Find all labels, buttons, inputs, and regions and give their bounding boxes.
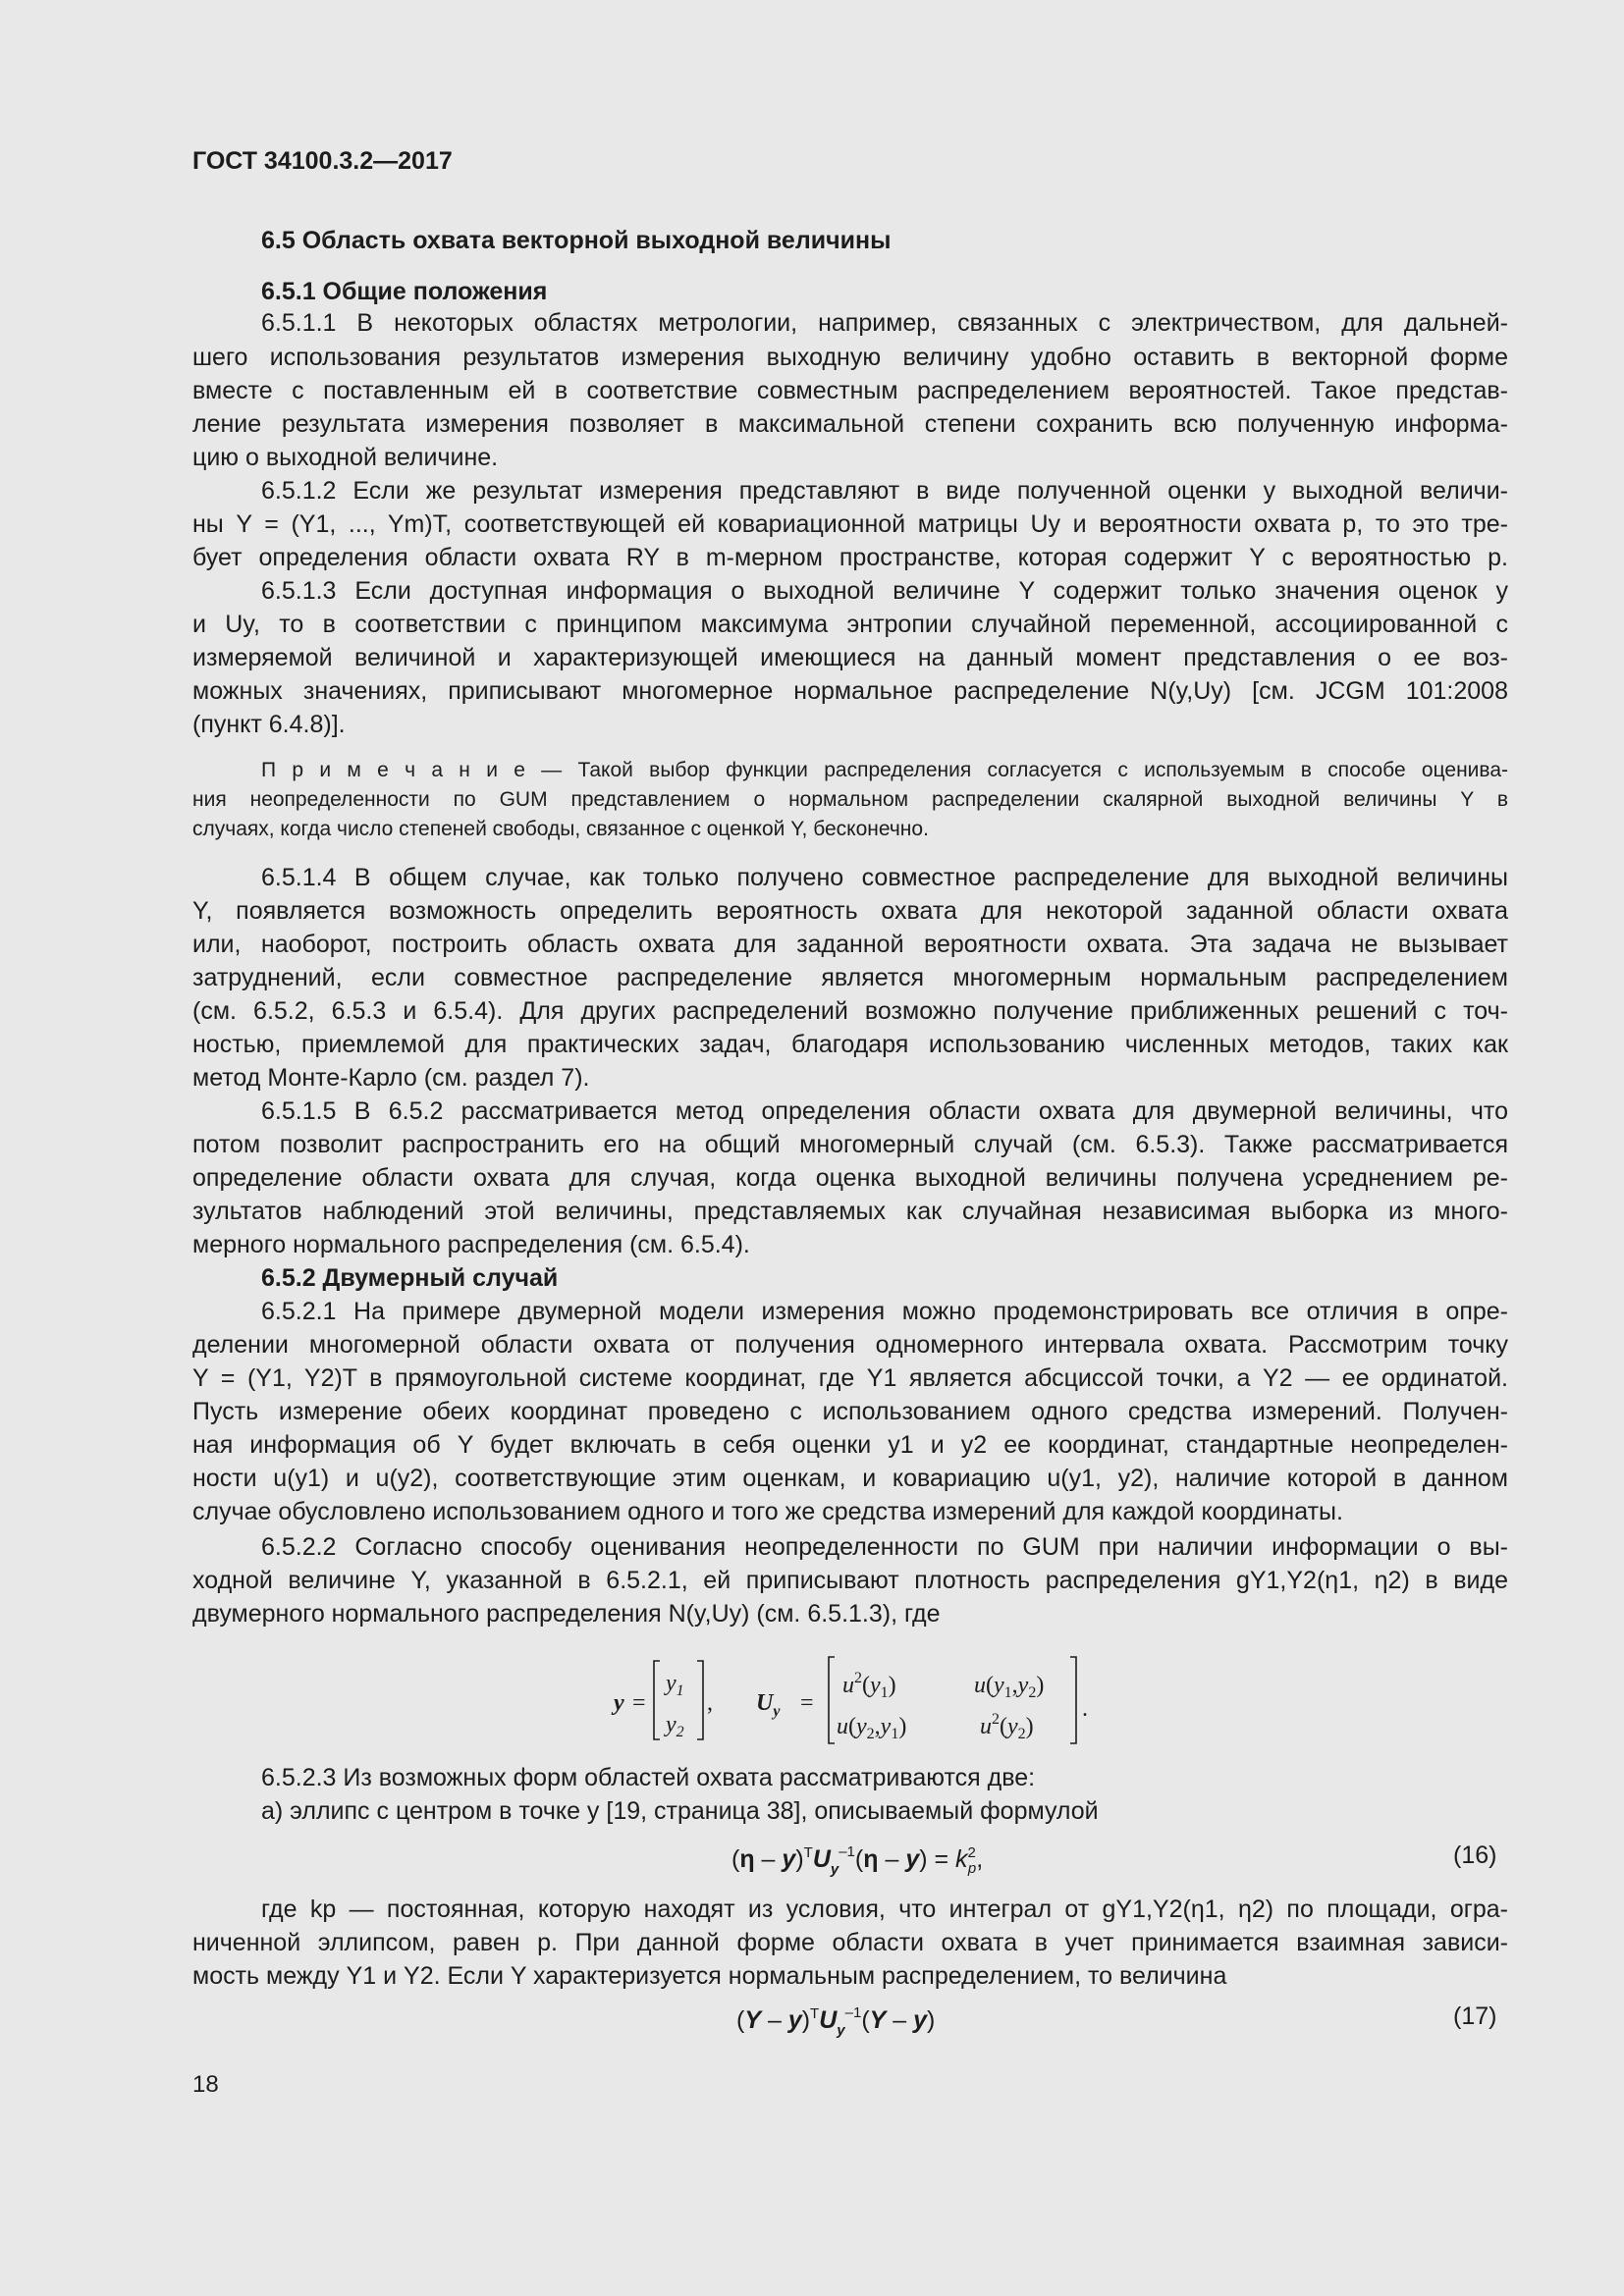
standard-header: ГОСТ 34100.3.2—2017 — [192, 147, 453, 175]
paragraph-line: 6.5.2.1 На примере двумерной модели измерения можно продемонстрировать все отличия в опре- — [261, 1298, 1508, 1325]
equation-17 — [731, 1999, 987, 2042]
svg-text:u2(y2): $u^2(y_2)$ — [980, 1711, 1034, 1742]
section-title: 6.5 Область охвата векторной выходной величины — [261, 227, 892, 254]
equation-16 — [727, 1838, 1060, 1881]
paragraph-line: делении многомерной области охвата от получения одномерного интервала охвата. Рассмотрим точку — [192, 1331, 1508, 1359]
subsection-title: 6.5.2 Двумерный случай — [261, 1264, 559, 1292]
subsection-title: 6.5.1 Общие положения — [261, 278, 548, 305]
note-line: П р и м е ч а н и е — Такой выбор функции распределения согласуется с используемым в способе оценива- — [261, 759, 1508, 781]
paragraph-line: двумерного нормального распределения N(y,Uy) (см. 6.5.1.3), где — [192, 1600, 941, 1628]
svg-text:=: = — [632, 1690, 646, 1716]
paragraph-line: (пункт 6.4.8)]. — [192, 711, 346, 738]
equation-number: (17) — [1453, 2002, 1497, 2030]
note-line: ния неопределенности по GUM представлением о нормальном распределении скалярной выходной величины Y в — [192, 788, 1508, 811]
paragraph-line: ностью, приемлемой для практических задач, благодаря использованию численных методов, таких как — [192, 1031, 1508, 1058]
svg-text:y2: $y_2$ — [666, 1712, 684, 1740]
svg-text:(Y – y)TUy–1(Y – y): $(Y - y)^TU_y^{-1}(Y - y)$ — [736, 2004, 936, 2039]
paragraph-line: метод Монте-Карло (см. раздел 7). — [192, 1064, 590, 1092]
paragraph-line: затруднений, если совместное распределение является многомерным нормальным распределением — [192, 964, 1508, 991]
paragraph-line: 6.5.1.2 Если же результат измерения представляют в виде полученной оценки y выходной величи- — [261, 477, 1508, 505]
note-line: случаях, когда число степеней свободы, связанное с оценкой Y, бесконечно. — [192, 818, 929, 840]
svg-text:.: . — [1082, 1696, 1088, 1722]
svg-text:y1: $y_1$ — [666, 1671, 684, 1699]
svg-text:u2(y1): $u^2(y_1)$ — [842, 1670, 896, 1701]
matrix-formula — [609, 1651, 1119, 1749]
paragraph-line: можных значениях, приписывают многомерное нормальное распределение N(y,Uy) [см. JCGM 101:2008 — [192, 677, 1508, 705]
svg-text:y: y — [614, 1690, 624, 1716]
paragraph-line: ная информация об Y будет включать в себя оценки y1 и y2 ее координат, стандартные неопределен- — [192, 1431, 1508, 1459]
paragraph-line: 6.5.1.3 Если доступная информация о выходной величине Y содержит только значения оценок y — [261, 577, 1508, 605]
paragraph-line: а) эллипс с центром в точке y [19, страница 38], описываемый формулой — [261, 1797, 1099, 1825]
paragraph-line: ности u(y1) и u(y2), соответствующие этим оценкам, и ковариацию u(y1, y2), наличие которой в данном — [192, 1465, 1508, 1492]
paragraph-line: где kp — постоянная, которую находят из условия, что интеграл от gY1,Y2(η1, η2) по площади, огра- — [261, 1896, 1508, 1923]
svg-text:(η – y)TUy–1(η – y) = k2p,: $(\eta - y)^TU_y^{-1}(\eta - y) = k^2$ p, — [731, 1843, 984, 1878]
svg-text:u(y2,y1): $u(y_2,y_1)$ — [837, 1714, 907, 1742]
paragraph-line: вместе с поставленным ей в соответствие совместным распределением вероятностей. Такое представ- — [192, 377, 1508, 404]
paragraph-line: Y, появляется возможность определить вероятность охвата для некоторой заданной области охвата — [192, 897, 1508, 925]
page-number: 18 — [192, 2071, 219, 2098]
paragraph-line: Y = (Y1, Y2)T в прямоугольной системе координат, где Y1 является абсциссой точки, а Y2 — ее ординатой. — [192, 1364, 1508, 1392]
paragraph-line: Пусть измерение обеих координат проведено с использованием одного средства измерений. Получен- — [192, 1398, 1508, 1425]
svg-text:Uy: $U_y$ — [756, 1690, 781, 1720]
paragraph-line: определение области охвата для случая, когда оценка выходной величины получена усреднением ре- — [192, 1164, 1508, 1192]
paragraph-line: ление результата измерения позволяет в максимальной степени сохранить всю полученную информа- — [192, 410, 1508, 438]
paragraph-line: 6.5.1.5 В 6.5.2 рассматривается метод определения области охвата для двумерной величины, что — [261, 1097, 1508, 1125]
paragraph-line: зультатов наблюдений этой величины, представляемых как случайная независимая выборка из много- — [192, 1198, 1508, 1225]
paragraph-line: 6.5.2.3 Из возможных форм областей охвата рассматриваются две: — [261, 1764, 1036, 1791]
paragraph-line: мость между Y1 и Y2. Если Y характеризуется нормальным распределением, то величина — [192, 1962, 1227, 1990]
paragraph-line: потом позволит распространить его на общий многомерный случай (см. 6.5.3). Также рассматривается — [192, 1131, 1508, 1158]
paragraph-line: случае обусловлено использованием одного и того же средства измерений для каждой координаты. — [192, 1498, 1343, 1525]
paragraph-line: мерного нормального распределения (см. 6.5.4). — [192, 1231, 750, 1258]
svg-text:,: , — [707, 1690, 713, 1716]
paragraph-line: 6.5.2.2 Согласно способу оценивания неопределенности по GUM при наличии информации о вы- — [261, 1533, 1508, 1561]
paragraph-line: ны Y = (Y1, ..., Ym)T, соответствующей ей ковариационной матрицы Uy и вероятности охвата p, то это тре- — [192, 510, 1508, 538]
paragraph-line: шего использования результатов измерения выходную величину удобно оставить в векторной форме — [192, 344, 1508, 371]
paragraph-line: измеряемой величиной и характеризующей имеющиеся на данный момент представления о ее воз- — [192, 644, 1508, 671]
paragraph-line: и Uy, то в соответствии с принципом максимума энтропии случайной переменной, ассоциированной с — [192, 611, 1508, 638]
paragraph-line: (см. 6.5.2, 6.5.3 и 6.5.4). Для других распределений возможно получение приближенных решений с точ- — [192, 997, 1508, 1025]
equation-number: (16) — [1453, 1842, 1497, 1869]
paragraph-line: или, наоборот, построить область охвата для заданной вероятности охвата. Эта задача не вызывает — [192, 931, 1508, 958]
paragraph-line: цию о выходной величине. — [192, 444, 499, 471]
paragraph-line: 6.5.1.1 В некоторых областях метрологии, например, связанных с электричеством, для дальней- — [261, 309, 1508, 337]
paragraph-line: ниченной эллипсом, равен p. При данной форме области охвата в учет принимается взаимная зависи- — [192, 1929, 1508, 1956]
paragraph-line: ходной величине Y, указанной в 6.5.2.1, ей приписывают плотность распределения gY1,Y2(η1, η2) в виде — [192, 1567, 1508, 1594]
svg-text:u(y1,y2): $u(y_1,y_2)$ — [974, 1673, 1045, 1701]
svg-text:=: = — [800, 1690, 814, 1716]
paragraph-line: 6.5.1.4 В общем случае, как только получено совместное распределение для выходной величины — [261, 864, 1508, 891]
paragraph-line: бует определения области охвата RY в m-мерном пространстве, которая содержит Y с вероятностью p. — [192, 544, 1508, 571]
